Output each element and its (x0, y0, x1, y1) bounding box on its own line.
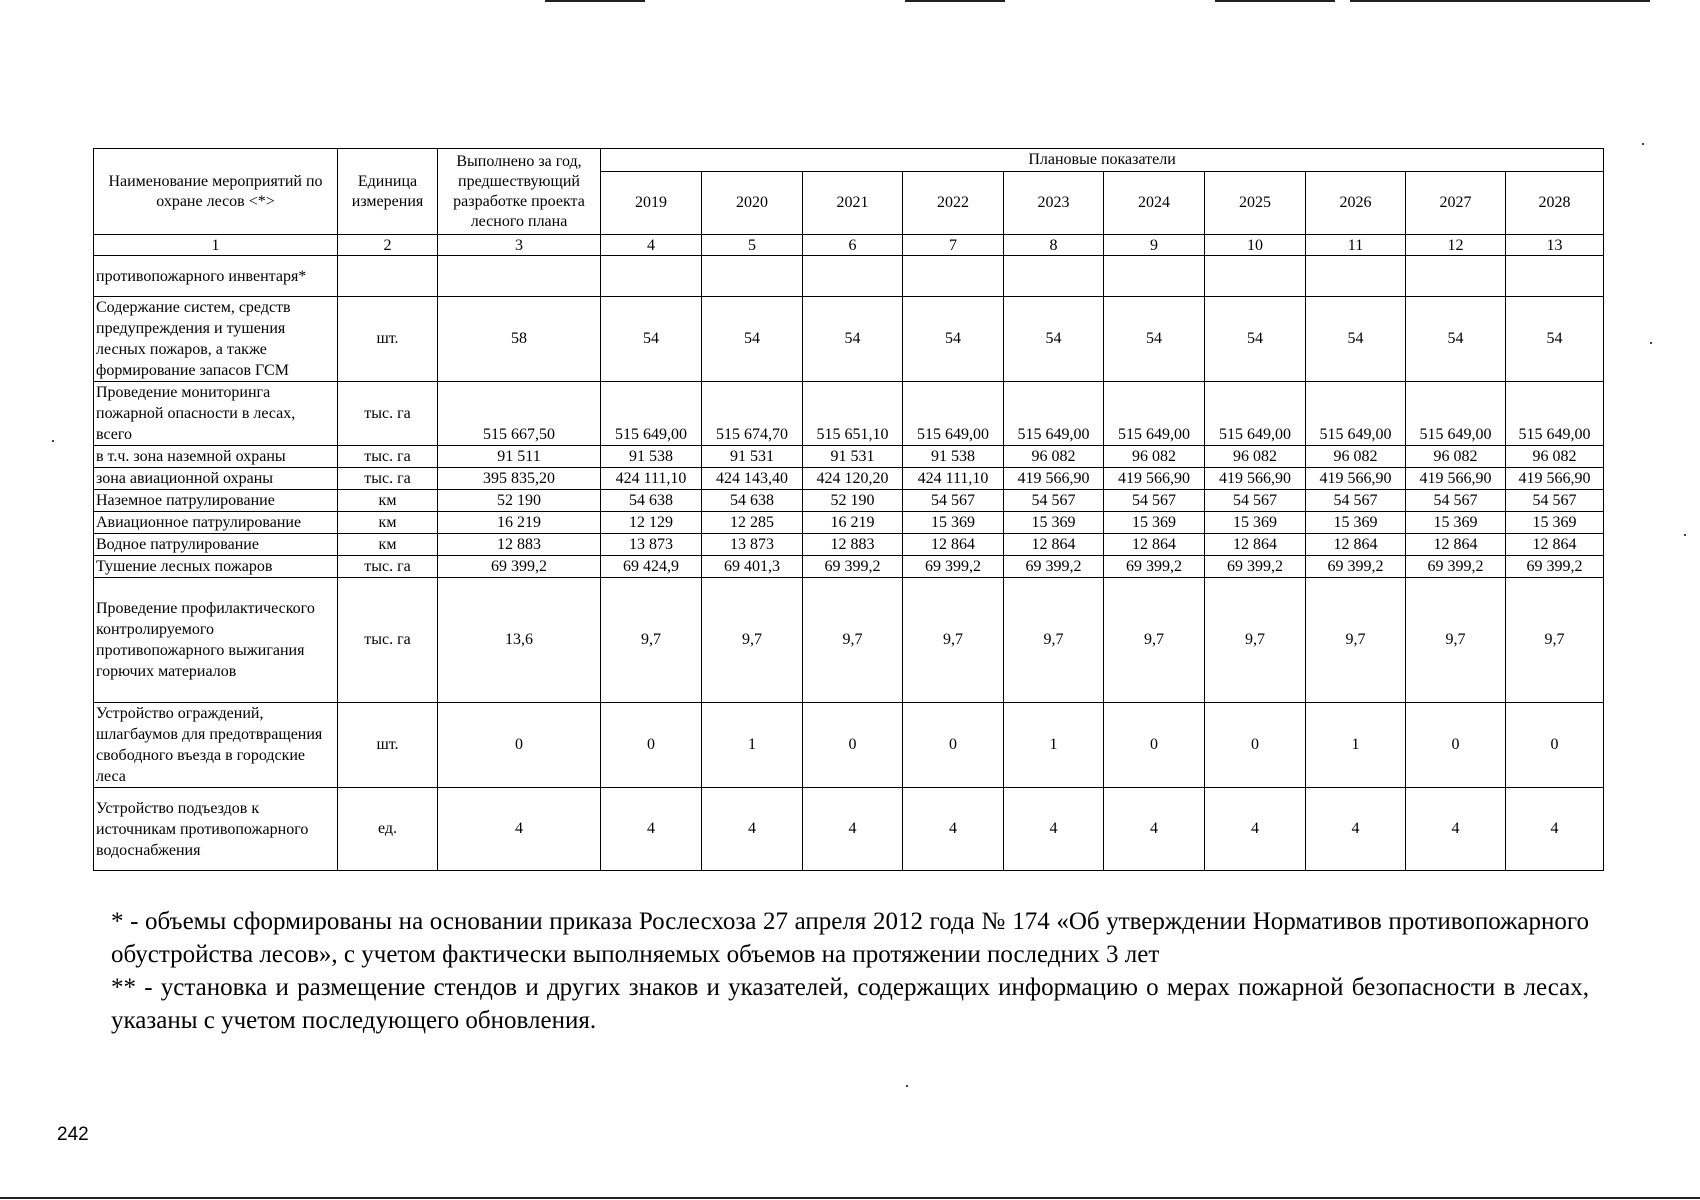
row-plan-value: 54 (1406, 297, 1506, 382)
row-done-value: 69 399,2 (438, 556, 601, 578)
row-plan-value: 69 399,2 (1306, 556, 1406, 578)
footnote-2: ** - установка и размещение стендов и других знаков и указателей, содержащих информацию о мерах пожарной безопасности в лесах, указаны с учетом последующего обновления. (111, 974, 1589, 1034)
row-plan-value: 96 082 (1205, 446, 1306, 468)
row-plan-value: 96 082 (1506, 446, 1604, 468)
row-unit: шт. (338, 703, 438, 788)
row-plan-value: 91 538 (903, 446, 1004, 468)
row-plan-value (702, 256, 803, 297)
table-row (94, 490, 1604, 512)
column-number: 11 (1306, 235, 1406, 256)
row-plan-value: 52 190 (803, 490, 903, 512)
row-done-value (438, 256, 601, 297)
row-done-value: 12 883 (438, 534, 601, 556)
row-unit (338, 256, 438, 297)
row-unit: ед. (338, 788, 438, 871)
table-row (94, 446, 1604, 468)
column-number: 13 (1506, 235, 1604, 256)
scan-speck (906, 1085, 908, 1087)
row-name: Проведение мониторинга пожарной опасности в лесах, всего (94, 382, 338, 446)
row-plan-value: 9,7 (903, 578, 1004, 703)
column-number: 5 (702, 235, 803, 256)
row-plan-value: 54 (903, 297, 1004, 382)
column-number: 4 (601, 235, 702, 256)
row-plan-value: 0 (803, 703, 903, 788)
header-year: 2023 (1004, 172, 1104, 235)
row-plan-value: 419 566,90 (1506, 468, 1604, 490)
row-plan-value: 4 (803, 788, 903, 871)
row-plan-value: 12 129 (601, 512, 702, 534)
column-number: 10 (1205, 235, 1306, 256)
row-plan-value: 54 (702, 297, 803, 382)
row-plan-value: 0 (1205, 703, 1306, 788)
row-plan-value: 515 649,00 (1406, 382, 1506, 446)
row-name: Наземное патрулирование (94, 490, 338, 512)
row-unit: тыс. га (338, 468, 438, 490)
header-year: 2020 (702, 172, 803, 235)
row-unit: км (338, 490, 438, 512)
row-plan-value: 515 649,00 (1506, 382, 1604, 446)
row-plan-value: 54 567 (1506, 490, 1604, 512)
row-plan-value: 424 120,20 (803, 468, 903, 490)
row-plan-value: 12 864 (1306, 534, 1406, 556)
row-plan-value: 69 399,2 (903, 556, 1004, 578)
row-plan-value: 515 651,10 (803, 382, 903, 446)
row-plan-value: 419 566,90 (1205, 468, 1306, 490)
column-number: 7 (903, 235, 1004, 256)
row-plan-value: 54 567 (1205, 490, 1306, 512)
row-unit: тыс. га (338, 446, 438, 468)
row-plan-value: 0 (1104, 703, 1205, 788)
header-done: Выполнено за год, предшествующий разработке проекта лесного плана (438, 149, 601, 235)
row-plan-value: 9,7 (702, 578, 803, 703)
row-plan-value: 424 111,10 (903, 468, 1004, 490)
row-plan-value: 16 219 (803, 512, 903, 534)
row-plan-value: 96 082 (1306, 446, 1406, 468)
table-row (94, 297, 1604, 382)
row-plan-value: 15 369 (903, 512, 1004, 534)
row-unit: км (338, 512, 438, 534)
scan-speck (52, 440, 54, 442)
table-row (94, 578, 1604, 703)
row-plan-value: 54 567 (1004, 490, 1104, 512)
row-plan-value (803, 256, 903, 297)
row-plan-value: 91 531 (702, 446, 803, 468)
row-plan-value (1506, 256, 1604, 297)
row-unit: тыс. га (338, 382, 438, 446)
forest-protection-table (93, 148, 1604, 871)
row-plan-value: 69 401,3 (702, 556, 803, 578)
row-plan-value: 96 082 (1104, 446, 1205, 468)
row-done-value: 4 (438, 788, 601, 871)
row-plan-value (1004, 256, 1104, 297)
row-plan-value: 9,7 (803, 578, 903, 703)
row-name: Устройство подъездов к источникам противопожарного водоснабжения (94, 788, 338, 871)
column-number: 3 (438, 235, 601, 256)
row-name: Тушение лесных пожаров (94, 556, 338, 578)
row-plan-value: 515 649,00 (1004, 382, 1104, 446)
row-plan-value: 515 649,00 (1104, 382, 1205, 446)
row-plan-value (1406, 256, 1506, 297)
scan-edge-line (905, 0, 1005, 2)
row-plan-value: 54 567 (1104, 490, 1205, 512)
row-plan-value: 419 566,90 (1306, 468, 1406, 490)
scan-edge-line (1215, 0, 1335, 2)
row-plan-value: 69 399,2 (1104, 556, 1205, 578)
row-plan-value: 54 (1506, 297, 1604, 382)
row-plan-value: 0 (1506, 703, 1604, 788)
row-plan-value: 515 649,00 (1306, 382, 1406, 446)
column-number: 1 (94, 235, 338, 256)
row-plan-value: 12 864 (1506, 534, 1604, 556)
header-year: 2019 (601, 172, 702, 235)
row-plan-value: 69 399,2 (803, 556, 903, 578)
row-plan-value: 419 566,90 (1104, 468, 1205, 490)
row-plan-value: 54 (1004, 297, 1104, 382)
row-plan-value: 0 (601, 703, 702, 788)
header-year: 2026 (1306, 172, 1406, 235)
row-plan-value: 0 (1406, 703, 1506, 788)
row-plan-value: 9,7 (1506, 578, 1604, 703)
row-plan-value: 69 399,2 (1004, 556, 1104, 578)
row-done-value: 91 511 (438, 446, 601, 468)
row-plan-value: 1 (702, 703, 803, 788)
row-plan-value: 13 873 (702, 534, 803, 556)
row-done-value: 0 (438, 703, 601, 788)
column-number: 8 (1004, 235, 1104, 256)
row-plan-value: 15 369 (1004, 512, 1104, 534)
table-row (94, 788, 1604, 871)
row-plan-value: 12 883 (803, 534, 903, 556)
row-plan-value: 515 674,70 (702, 382, 803, 446)
row-plan-value: 1 (1306, 703, 1406, 788)
header-plan: Плановые показатели (601, 149, 1604, 172)
row-done-value: 395 835,20 (438, 468, 601, 490)
row-plan-value: 9,7 (601, 578, 702, 703)
row-plan-value: 4 (1406, 788, 1506, 871)
table-row (94, 512, 1604, 534)
row-name: Проведение профилактического контролируемого противопожарного выжигания горючих материалов (94, 578, 338, 703)
row-plan-value: 12 864 (1406, 534, 1506, 556)
row-plan-value: 9,7 (1104, 578, 1205, 703)
table-row (94, 534, 1604, 556)
row-plan-value (1205, 256, 1306, 297)
row-plan-value: 54 (1205, 297, 1306, 382)
row-plan-value: 12 864 (903, 534, 1004, 556)
row-done-value: 16 219 (438, 512, 601, 534)
row-name: Содержание систем, средств предупреждения и тушения лесных пожаров, а также формирование запасов ГСМ (94, 297, 338, 382)
header-year: 2022 (903, 172, 1004, 235)
row-plan-value (1306, 256, 1406, 297)
row-unit: шт. (338, 297, 438, 382)
scan-edge-line (0, 1197, 1700, 1199)
row-plan-value: 54 567 (1306, 490, 1406, 512)
row-plan-value (601, 256, 702, 297)
row-plan-value: 1 (1004, 703, 1104, 788)
row-plan-value: 4 (702, 788, 803, 871)
row-plan-value: 54 638 (601, 490, 702, 512)
row-unit: тыс. га (338, 578, 438, 703)
column-numbers-row (94, 235, 1604, 256)
row-plan-value: 54 (1306, 297, 1406, 382)
row-plan-value: 54 (803, 297, 903, 382)
header-year: 2027 (1406, 172, 1506, 235)
row-plan-value: 69 399,2 (1205, 556, 1306, 578)
row-plan-value: 15 369 (1306, 512, 1406, 534)
row-plan-value: 54 (1104, 297, 1205, 382)
header-year: 2024 (1104, 172, 1205, 235)
row-unit: км (338, 534, 438, 556)
row-plan-value: 515 649,00 (1205, 382, 1306, 446)
row-plan-value: 13 873 (601, 534, 702, 556)
row-plan-value: 12 864 (1004, 534, 1104, 556)
row-name: Водное патрулирование (94, 534, 338, 556)
column-number: 9 (1104, 235, 1205, 256)
row-plan-value: 96 082 (1406, 446, 1506, 468)
row-plan-value: 96 082 (1004, 446, 1104, 468)
table-row (94, 703, 1604, 788)
row-plan-value: 15 369 (1104, 512, 1205, 534)
header-year: 2021 (803, 172, 903, 235)
row-plan-value: 12 864 (1205, 534, 1306, 556)
row-plan-value: 4 (1004, 788, 1104, 871)
row-plan-value: 419 566,90 (1004, 468, 1104, 490)
row-plan-value: 424 111,10 (601, 468, 702, 490)
row-plan-value: 15 369 (1205, 512, 1306, 534)
row-plan-value: 69 424,9 (601, 556, 702, 578)
scan-speck (1642, 143, 1644, 145)
row-done-value: 515 667,50 (438, 382, 601, 446)
scan-speck (1684, 534, 1686, 536)
table-row (94, 382, 1604, 446)
row-plan-value: 69 399,2 (1406, 556, 1506, 578)
row-plan-value: 9,7 (1306, 578, 1406, 703)
row-plan-value: 4 (1506, 788, 1604, 871)
row-name: Авиационное патрулирование (94, 512, 338, 534)
column-number: 12 (1406, 235, 1506, 256)
header-unit: Единица измерения (338, 149, 438, 235)
row-plan-value: 69 399,2 (1506, 556, 1604, 578)
row-plan-value: 515 649,00 (601, 382, 702, 446)
row-plan-value: 15 369 (1406, 512, 1506, 534)
row-plan-value: 4 (601, 788, 702, 871)
table-row (94, 468, 1604, 490)
row-plan-value: 0 (903, 703, 1004, 788)
row-plan-value: 12 864 (1104, 534, 1205, 556)
row-plan-value: 54 638 (702, 490, 803, 512)
scan-edge-line (545, 0, 645, 2)
row-plan-value: 9,7 (1205, 578, 1306, 703)
row-done-value: 13,6 (438, 578, 601, 703)
page-number: 242 (57, 1124, 89, 1145)
row-unit: тыс. га (338, 556, 438, 578)
footnotes (111, 905, 1589, 1037)
row-plan-value: 424 143,40 (702, 468, 803, 490)
scan-speck (1650, 342, 1652, 344)
row-plan-value: 54 567 (1406, 490, 1506, 512)
row-plan-value: 9,7 (1406, 578, 1506, 703)
row-plan-value: 4 (1205, 788, 1306, 871)
row-plan-value: 12 285 (702, 512, 803, 534)
row-plan-value: 91 531 (803, 446, 903, 468)
row-plan-value (903, 256, 1004, 297)
table-body (94, 235, 1604, 871)
row-plan-value (1104, 256, 1205, 297)
row-name: зона авиационной охраны (94, 468, 338, 490)
row-name: противопожарного инвентаря* (94, 256, 338, 297)
header-year: 2028 (1506, 172, 1604, 235)
row-plan-value: 9,7 (1004, 578, 1104, 703)
row-done-value: 58 (438, 297, 601, 382)
row-plan-value: 4 (903, 788, 1004, 871)
row-name: Устройство ограждений, шлагбаумов для предотвращения свободного въезда в городские леса (94, 703, 338, 788)
row-plan-value: 54 (601, 297, 702, 382)
row-plan-value: 4 (1104, 788, 1205, 871)
table-row (94, 556, 1604, 578)
table-row (94, 256, 1604, 297)
column-number: 2 (338, 235, 438, 256)
row-plan-value: 515 649,00 (903, 382, 1004, 446)
row-plan-value: 4 (1306, 788, 1406, 871)
header-year: 2025 (1205, 172, 1306, 235)
row-plan-value: 419 566,90 (1406, 468, 1506, 490)
scan-edge-line (1350, 0, 1650, 2)
column-number: 6 (803, 235, 903, 256)
row-plan-value: 91 538 (601, 446, 702, 468)
row-plan-value: 15 369 (1506, 512, 1604, 534)
footnote-1: * - объемы сформированы на основании приказа Рослесхоза 27 апреля 2012 года № 174 «Об утверждении Нормативов противопожарного обустройства лесов», с учетом фактически выполняемых объемов на протяжении последних 3 лет (111, 908, 1589, 968)
row-done-value: 52 190 (438, 490, 601, 512)
row-plan-value: 54 567 (903, 490, 1004, 512)
row-name: в т.ч. зона наземной охраны (94, 446, 338, 468)
header-name: Наименование мероприятий по охране лесов <*> (94, 149, 338, 235)
